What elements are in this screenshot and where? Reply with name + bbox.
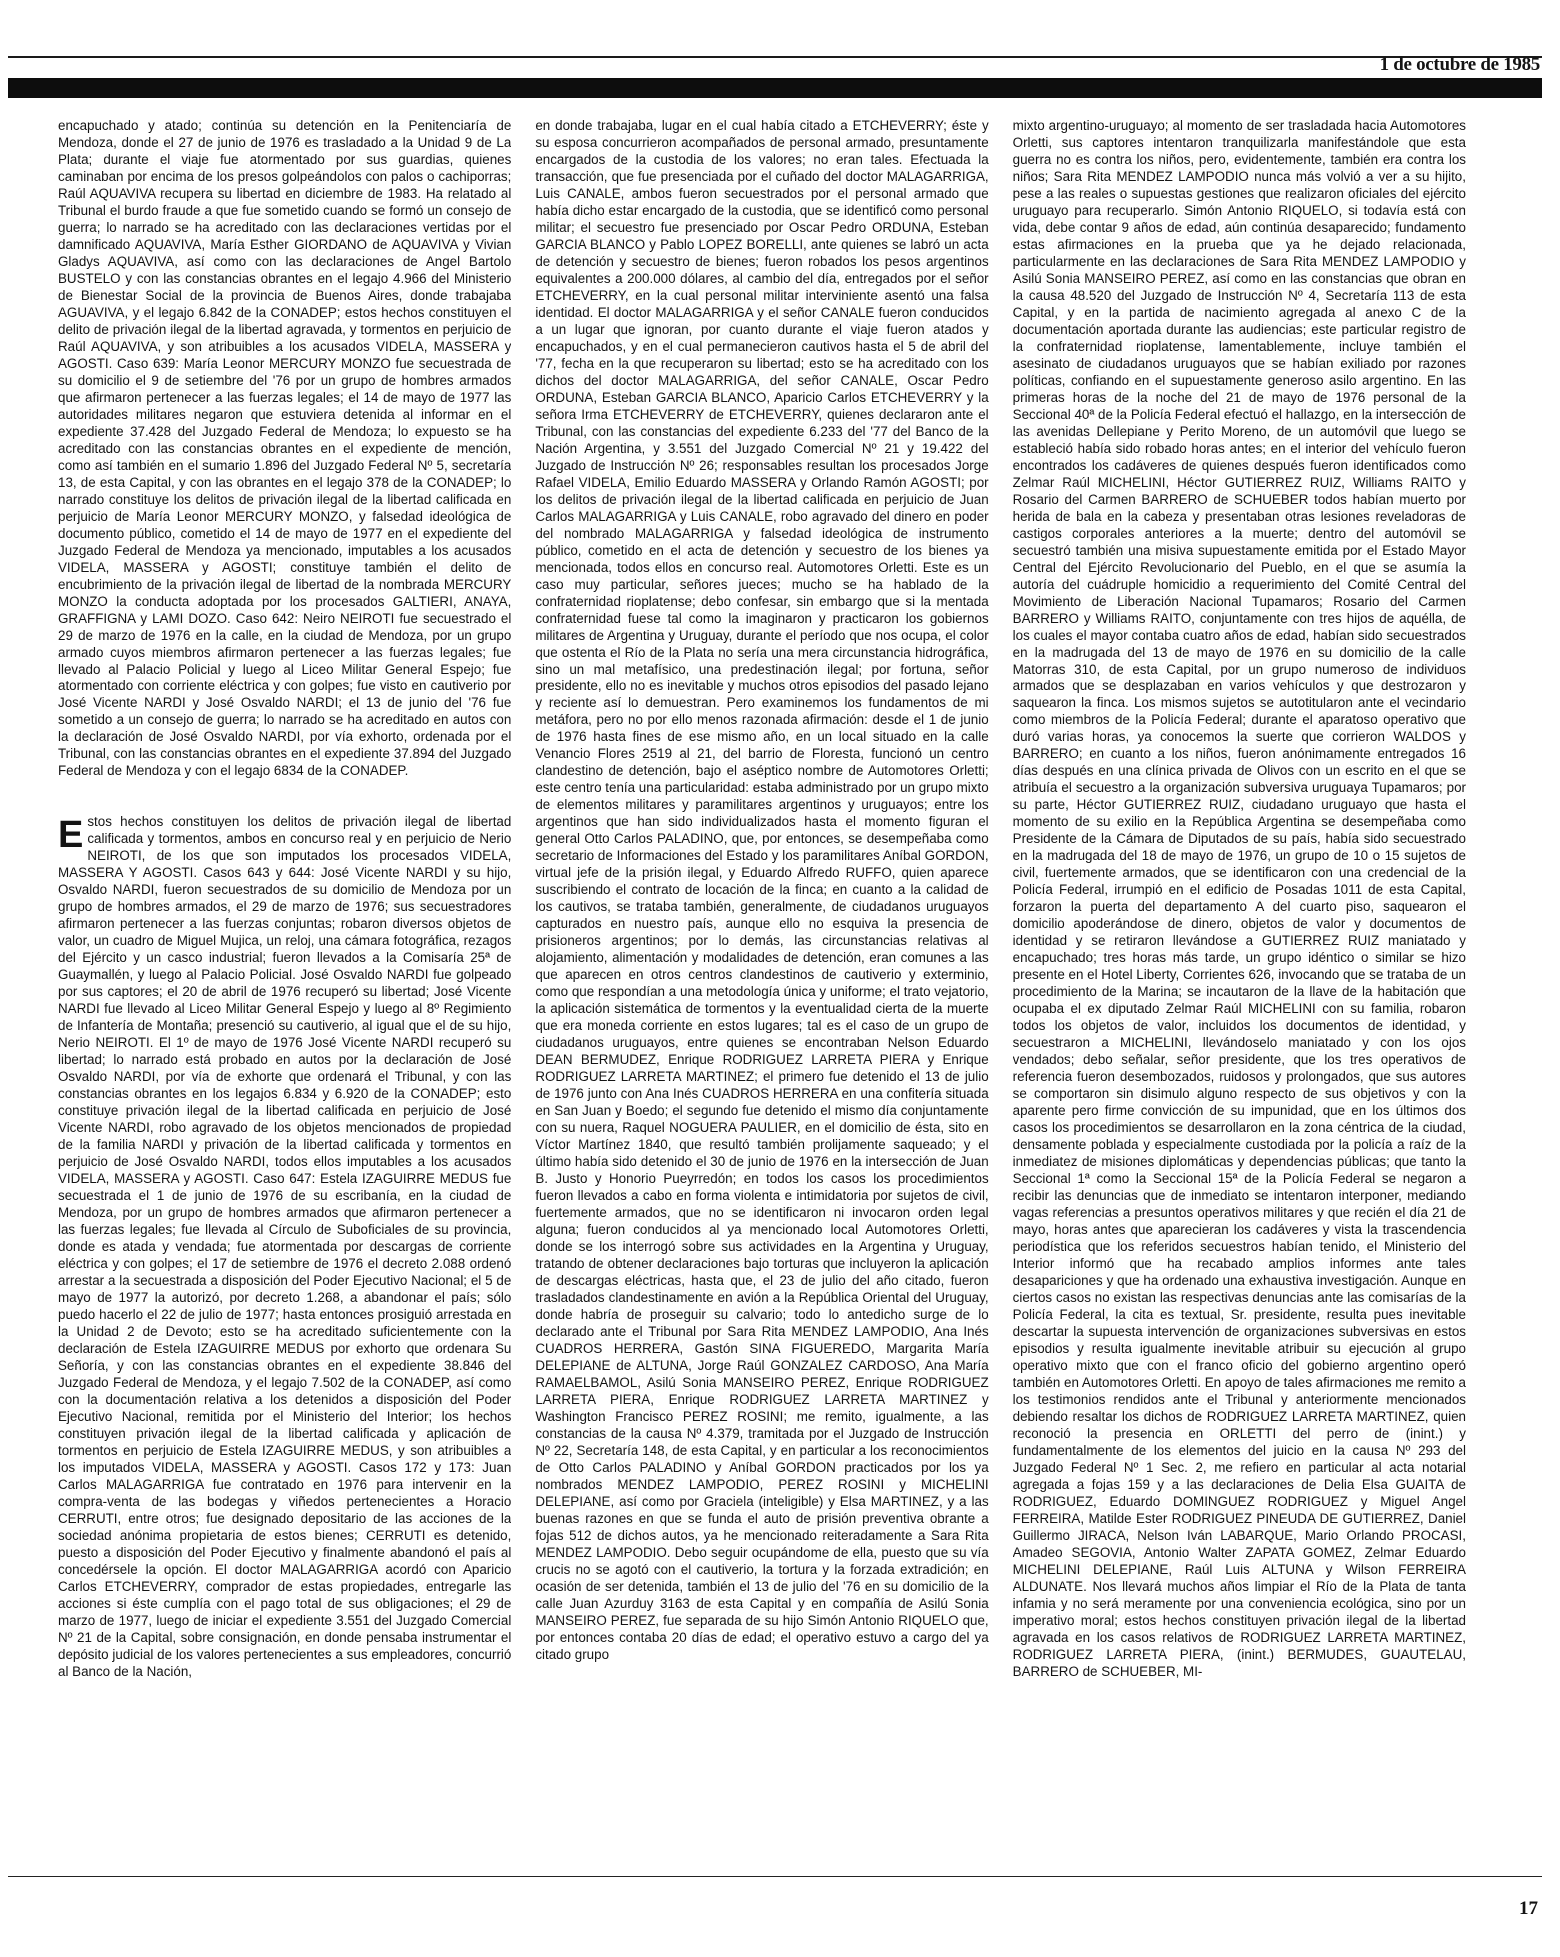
text-column-3 — [1013, 118, 1466, 1863]
text-column-2 — [535, 118, 988, 1863]
column-1-paragraph-1: encapuchado y atado; continúa su detención en la Penitenciaría de Mendoza, donde el 27 de junio de 1976 es trasladado a la Unidad 9 de La Plata; durante el viaje fue atormentado por sus guardias, quienes caminaban por encima de los presos golpeándolos con palos o cachiporras; Raúl AQUAVIVA recupera su libertad en diciembre de 1983. Ha relatado al Tribunal el burdo fraude a que fue sometido cuando se formó un consejo de guerra; lo narrado se ha acreditado con las declaraciones vertidas por el damnificado AQUAVIVA, María Esther GIORDANO de AQUAVIVA y Vivian Gladys AQUAVIVA, así como con las declaraciones de Angel Bartolo BUSTELO y con las constancias obrantes en el legajo 4.966 del Ministerio de Bienestar Social de la provincia de Buenos Aires, donde trabajaba AGUAVIVA, y el legajo 6.842 de la CONADEP; estos hechos constituyen el delito de privación ilegal de la libertad agravada, y tormentos en perjuicio de Raúl AQUAVIVA, y son atribuibles a los acusados VIDELA, MASSERA y AGOSTI. Caso 639: María Leonor MERCURY MONZO fue secuestrada de su domicilio el 9 de setiembre del '76 por un grupo de hombres armados que afirmaron pertenecer a las fuerzas legales; el 14 de mayo de 1977 las autoridades militares negaron que estuviera detenida al informar en el expediente 37.428 del Juzgado Federal de Mendoza; lo expuesto se ha acreditado con las constancias obrantes en el expediente de mención, como así también en el sumario 1.896 del Juzgado Federal Nº 5, secretaría 13, de esta Capital, y con las obrantes en el legajo 378 de la CONADEP; lo narrado constituye los delitos de privación ilegal de la libertad calificada en perjuicio de María Leonor MERCURY MONZO, y falsedad ideológica de documento público, cometido el 14 de mayo de 1977 en el expediente del Juzgado Federal de Mendoza ya mencionado, imputables a los acusados VIDELA, MASSERA y AGOSTI; constituye también el delito de encubrimiento de la privación ilegal de libertad de la nombrada MERCURY MONZO la conducta adoptada por los procesados GALTIERI, ANAYA, GRAFFIGNA y LAMI DOZO. Caso 642: Neiro NEIROTI fue secuestrado el 29 de marzo de 1976 en la calle, en la ciudad de Mendoza, por un grupo armado cuyos miembros afirmaron pertenecer a las fuerzas legales; fue llevado al Palacio Policial y luego al Liceo Militar General Espejo; fue atormentado con corriente eléctrica y con golpes; fue visto en cautiverio por José Vicente NARDI y José Osvaldo NARDI; el 13 de junio del '76 fue sometido a un consejo de guerra; lo narrado se ha acreditado en autos con la declaración de José Osvaldo NARDI, por vía exhorto, ordenada por el Tribunal, con las constancias obrantes en el expediente 37.894 del Juzgado Federal de Mendoza y con el legajo 6834 de la CONADEP. — [58, 118, 512, 779]
column-1-paragraph-2-text: stos hechos constituyen los delitos de privación ilegal de libertad calificada y tormentos, ambos en concurso real y en perjuicio de Nerio NEIROTI, de los que son imputados los procesados VIDELA, MASSERA Y AGOSTI. Casos 643 y 644: José Vicente NARDI y su hijo, Osvaldo NARDI, fueron secuestrados de su domicilio de Mendoza por un grupo de hombres armados, el 29 de marzo de 1976; sus secuestradores afirmaron pertenecer a las fuerzas conjuntas; robaron diversos objetos de valor, un cuadro de Miguel Mujica, un reloj, una cámara fotográfica, rezagos del Ejército y un casco industrial; fueron llevados a la Comisaría 25ª de Guaymallén, y luego al Palacio Policial. José Osvaldo NARDI fue golpeado por sus captores; el 20 de abril de 1976 recuperó su libertad; José Vicente NARDI fue llevado al Liceo Militar General Espejo y luego al 8º Regimiento de Infantería de Montaña; presenció su cautiverio, al igual que el de su hijo, Nerio NEIROTI. El 1º de mayo de 1976 José Vicente NARDI recuperó su libertad; lo narrado está probado en autos por la declaración de José Osvaldo NARDI, por vía de exhorte que ordenará el Tribunal, y con las constancias obrantes en los legajos 6.834 y 6.920 de la CONADEP; esto constituye privación ilegal de la libertad calificada en perjuicio de José Vicente NARDI, robo agravado de los objetos mencionados de propiedad de la familia NARDI y privación de la libertad calificada y tormentos en perjuicio de José Osvaldo NARDI, todos ellos imputables a los acusados VIDELA, MASSERA y AGOSTI. Caso 647: Estela IZAGUIRRE MEDUS fue secuestrada el 1 de junio de 1976 de su escribanía, en la ciudad de Mendoza, por un grupo de hombres armados que afirmaron pertenecer a las fuerzas legales; fue llevada al Círculo de Suboficiales de su provincia, donde es atada y vendada; fue atormentada por descargas de corriente eléctrica y con golpes; el 17 de setiembre de 1976 el decreto 2.088 ordenó arrestar a la secuestrada a disposición del Poder Ejecutivo Nacional; el 5 de mayo de 1977 la autorizó, por decreto 1.268, a abandonar el país; sólo puedo hacerlo el 22 de julio de 1977; hasta entonces prosiguió arrestada en la Unidad 2 de Devoto; esto se ha acreditado suficientemente con la declaración de Estela IZAGUIRRE MEDUS por exhorto que ordenara Su Señoría, y con las constancias obrantes en el expediente 38.846 del Juzgado Federal de Mendoza, y el legajo 7.502 de la CONADEP, así como con la documentación relativa a los detenidos a disposición del Poder Ejecutivo Nacional, remitida por el Ministerio del Interior; los hechos constituyen privación ilegal de la libertad calificada y aplicación de tormentos en perjuicio de Estela IZAGUIRRE MEDUS, y son atribuibles a los imputados VIDELA, MASSERA y AGOSTI. Casos 172 y 173: Juan Carlos MALAGARRIGA fue contratado en 1976 para intervenir en la compra-venta de las bodegas y viñedos pertenecientes a Horacio CERRUTI, entre otros; fue designado depositario de las acciones de la sociedad anónima propietaria de estos bienes; CERRUTI es detenido, puesto a disposición del Poder Ejecutivo y finalmente abandonó el país al concedérsele la opción. El doctor MALAGARRIGA acordó con Aparicio Carlos ETCHEVERRY, comprador de estas propiedades, entregarle las acciones si éste cumplía con el pago total de sus obligaciones; el 29 de marzo de 1977, luego de iniciar el expediente 3.551 del Juzgado Comercial Nº 21 de la Capital, sobre consignación, en donde pensaba instrumentar el depósito judicial de los valores pertenecientes a sus empleadores, concurrió al Banco de la Nación, — [58, 814, 512, 1679]
column-2-paragraph-1: en donde trabajaba, lugar en el cual había citado a ETCHEVERRY; éste y su esposa concurrieron acompañados de personal armado, presuntamente encargados de la custodia de los valores; no eran tales. Efectuada la transacción, que fue presenciada por el cuñado del doctor MALAGARRIGA, Luis CANALE, ambos fueron secuestrados por el personal armado que había dicho estar encargado de la custodia, que se identificó como personal militar; el secuestro fue presenciado por Oscar Pedro ORDUNA, Esteban GARCIA BLANCO y Pablo LOPEZ BORELLI, ante quienes se labró un acta de detención y secuestro de bienes; fueron robados los pesos argentinos equivalentes a 200.000 dólares, al cambio del día, entregados por el señor ETCHEVERRY, en la cual personal militar interviniente asentó una falsa identidad. El doctor MALAGARRIGA y el señor CANALE fueron conducidos a un lugar que ignoran, por cuanto durante el viaje fueron atados y encapuchados, y en el cual permanecieron cautivos hasta el 5 de abril del '77, fecha en la que recuperaron su libertad; esto se ha acreditado con los dichos del doctor MALAGARRIGA, del señor CANALE, Oscar Pedro ORDUNA, Esteban GARCIA BLANCO, Aparicio Carlos ETCHEVERRY y la señora Irma ETCHEVERRY de ETCHEVERRY, quienes declararon ante el Tribunal, con las constancias del expediente 6.233 del '77 del Banco de la Nación Argentina, y 3.551 del Juzgado Comercial Nº 21 y 19.422 del Juzgado de Instrucción Nº 26; responsables resultan los procesados Jorge Rafael VIDELA, Emilio Eduardo MASSERA y Orlando Ramón AGOSTI; por los delitos de privación ilegal de la libertad calificada en perjuicio de Juan Carlos MALAGARRIGA y Luis CANALE, robo agravado del dinero en poder del nombrado MALAGARRIGA y falsedad ideológica de instrumento público, cometido en el acta de detención y secuestro de los bienes ya mencionada, todos ellos en concurso real. Automotores Orletti. Este es un caso muy particular, señores jueces; mucho se ha hablado de la confraternidad rioplatense; debo confesar, sin embargo que si la mentada confraternidad fuese tal como la imaginaron y practicaron los gobiernos militares de Argentina y Uruguay, durante el período que nos ocupa, el color que ostenta el Río de la Plata no sería una mera circunstancia hidrográfica, sino un mal metafísico, una predestinación ilegal; por fortuna, señor presidente, ello no es inevitable y muchos otros episodios del pasado lejano y reciente así lo demuestran. Pero examinemos los fundamentos de mi metáfora, pero no por ello menos razonada afirmación: desde el 1 de junio de 1976 hasta fines de ese mismo año, en un local situado en la calle Venancio Flores 2519 al 21, del barrio de Floresta, funcionó un centro clandestino de detención, bajo el aséptico nombre de Automotores Orletti; este centro tenía una particularidad: estaba administrado por un grupo mixto de elementos militares y paramilitares argentinos y uruguayos; entre los argentinos que han sido individualizados hasta el momento figuran el general Otto Carlos PALADINO, que, por entonces, se desempeñaba como secretario de Informaciones del Estado y los paramilitares Aníbal GORDON, virtual jefe de la prisión ilegal, y Eduardo Alfredo RUFFO, quien aparece suscribiendo el contrato de locación de la finca; en cuanto a la calidad de los cautivos, se trataba también, generalmente, de ciudadanos uruguayos capturados en nuestro país, aunque ello no esquiva la presencia de prisioneros argentinos; por lo demás, las circunstancias relativas al alojamiento, alimentación y modalidades de detención, eran comunes a las que aparecen en otros centros clandestinos de cautiverio y exterminio, como que respondían a una metodología única y uniforme; el trato vejatorio, la aplicación sistemática de tormentos y la eventualidad cierta de la muerte que era moneda corriente en estos lugares; tal es el caso de un grupo de ciudadanos uruguayos, entre quienes se encontraban Nelson Eduardo DEAN BERMUDEZ, Enrique RODRIGUEZ LARRETA PIERA y Enrique RODRIGUEZ LARRETA MARTINEZ; el primero fue detenido el 13 de julio de 1976 junto con Ana Inés CUADROS HERRERA en una confitería situada en San Juan y Boedo; el segundo fue detenido el mismo día conjuntamente con su nuera, Raquel NOGUERA PAULIER, en el domicilio de ésta, sito en Víctor Martínez 1840, que resultó también prolijamente saqueado; y el último había sido detenido el 30 de junio de 1976 en la intersección de Juan B. Justo y Honorio Pueyrredón; en todos los casos los procedimientos fueron llevados a cabo en forma violenta e intimidatoria por sujetos de civil, fuertemente armados, que no se identificaron ni invocaron orden legal alguna; fueron conducidos al ya mencionado local Automotores Orletti, donde se los interrogó sobre sus actividades en la Argentina y Uruguay, tratando de obtener declaraciones bajo torturas que incluyeron la aplicación de descargas eléctricas, hasta que, el 23 de julio del año citado, fueron trasladados clandestinamente en avión a la República Oriental del Uruguay, donde habría de proseguir su calvario; todo lo antedicho surge de lo declarado ante el Tribunal por Sara Rita MENDEZ LAMPODIO, Ana Inés CUADROS HERRERA, Gastón SINA FIGUEREDO, Margarita María DELEPIANE de ALTUNA, Jorge Raúl GONZALEZ CARDOSO, Ana María RAMAELBAMOL, Asilú Sonia MANSEIRO PEREZ, Enrique RODRIGUEZ LARRETA PIERA, Enrique RODRIGUEZ LARRETA MARTINEZ y Washington Francisco PEREZ ROSINI; me remito, igualmente, a las constancias de la causa Nº 4.379, tramitada por el Juzgado de Instrucción Nº 22, Secretaría 148, de esta Capital, y en particular a los reconocimientos de Otto Carlos PALADINO y Aníbal GORDON practicados por los ya nombrados MENDEZ LAMPODIO, PEREZ ROSINI y MICHELINI DELEPIANE, así como por Graciela (inteligible) y Elsa MARTINEZ, y a las buenas razones en que se funda el auto de prisión preventiva obrante a fojas 512 de dichos autos, ya he mencionado reiteradamente a Sara Rita MENDEZ LAMPODIO. Debo seguir ocupándome de ella, puesto que su vía crucis no se agotó con el cautiverio, la tortura y la forzada extradición; en ocasión de ser detenida, también el 13 de julio del '76 en su domicilio de la calle Juan Azurduy 3163 de esta Capital y en compañía de Asilú Sonia MANSEIRO PEREZ, fue separada de su hijo Simón Antonio RIQUELO que, por entonces contaba 20 días de edad; el operativo estuvo a cargo del ya citado grupo — [535, 118, 989, 1662]
text-column-1 — [58, 118, 511, 1863]
column-3-paragraph-1: mixto argentino-uruguayo; al momento de ser trasladada hacia Automotores Orletti, sus captores intentaron tranquilizarla manifestándole que esta guerra no es contra los niños, pero, evidentemente, también era contra los niños; Sara Rita MENDEZ LAMPODIO nunca más volvió a ver a su hijito, pese a las reales o supuestas gestiones que realizaron oficiales del ejército uruguayo para recuperarlo. Simón Antonio RIQUELO, si todavía está con vida, debe contar 9 años de edad, aún continúa desaparecido; fundamento estas afirmaciones en la prueba que ya he dejado relacionada, particularmente en las declaraciones de Sara Rita MENDEZ LAMPODIO y Asilú Sonia MANSEIRO PEREZ, así como en las constancias que obran en la causa 48.520 del Juzgado de Instrucción Nº 4, Secretaría 113 de esta Capital, y en la partida de nacimiento agregada al anexo C de la documentación aportada durante las audiencias; este particular registro de la confraternidad rioplatense, lamentablemente, incluye también el asesinato de ciudadanos uruguayos que se habían exiliado por razones políticas, confiando en el supuestamente generoso asilo argentino. En las primeras horas de la noche del 21 de mayo de 1976 personal de la Seccional 40ª de la Policía Federal efectuó el hallazgo, en la intersección de las avenidas Dellepiane y Perito Moreno, de un automóvil que luego se estableció había sido robado horas antes; en el interior del vehículo fueron encontrados los cadáveres de quienes después fueron identificados como Zelmar Raúl MICHELINI, Héctor GUTIERREZ RUIZ, Williams RAITO y Rosario del Carmen BARRERO de SCHUEBER todos habían muerto por herida de bala en la cabeza y presentaban otras lesiones reveladoras de castigos corporales anteriores a la muerte; dentro del automóvil se secuestró también una misiva supuestamente emitida por el Estado Mayor Central del Ejército Revolucionario del Pueblo, en el que se asumía la autoría del cuádruple homicidio a requerimiento del Comité Central del Movimiento de Liberación Nacional Tupamaros; Rosario del Carmen BARRERO y Williams RAITO, conjuntamente con tres hijos de aquélla, de los cuales el mayor contaba cuatro años de edad, habían sido secuestrados en la madrugada del 13 de mayo de 1976 en su domicilio de la calle Matorras 310, de esta Capital, por un grupo numeroso de individuos armados que se desplazaban en varios vehículos y que destrozaron y saquearon la finca. Los mismos sujetos se autotitularon ante el vecindario como miembros de la Policía Federal; durante el aparatoso operativo que duró varias horas, ya conocemos la suerte que corrieron WALDOS y BARRERO; en cuanto a los niños, fueron anónimamente entregados 16 días después en una clínica privada de Olivos con un escrito en el que se atribuía el secuestro a la organización subversiva uruguaya Tupamaros; por su parte, Héctor GUTIERREZ RUIZ, ciudadano uruguayo que hasta el momento de su exilio en la República Argentina se desempeñaba como Presidente de la Cámara de Diputados de su país, había sido secuestrado en la madrugada del 18 de mayo de 1976, un grupo de 10 o 15 sujetos de civil, fuertemente armados, que se identificaron con una credencial de la Policía Federal, irrumpió en el edificio de Posadas 1011 de esta Capital, forzaron la puerta del departamento A del cuarto piso, saquearon el domicilio apoderándose de dinero, objetos de valor y documentos de identidad y se retiraron llevándose a GUTIERREZ RUIZ maniatado y encapuchado; tres horas más tarde, un grupo idéntico o similar se hizo presente en el Hotel Liberty, Corrientes 626, invocando que se trataba de un procedimiento de la Marina; se incautaron de la llave de la habitación que ocupaba el ex diputado Zelmar Raúl MICHELINI con su familia, robaron todos los objetos de valor, incluidos los documentos de identidad, y secuestraron a MICHELINI, llevándoselo maniatado y con los ojos vendados; debo señalar, señor presidente, que los tres operativos de referencia fueron desembozados, ruidosos y prolongados, que sus autores se comportaron sin disimulo alguno respecto de sus objetivos y con la aparente pero firme convicción de su impunidad, que en los últimos dos casos los procedimientos se desarrollaron en la zona céntrica de la ciudad, densamente poblada y especialmente custodiada por la policía a raíz de la inmediatez de misiones diplomáticas y dependencias públicas; que tanto la Seccional 1ª como la Seccional 15ª de la Policía Federal se negaron a recibir las denuncias que de inmediato se intentaron interponer, mediando vagas referencias a presuntos operativos militares y que recién el día 21 de mayo, horas antes que aparecieran los cadáveres y vista la trascendencia periodística que los referidos secuestros habían tenido, el Ministerio del Interior informó que ha recabado amplios informes ante tales desapariciones y que ha ordenado una exhaustiva investigación. Aunque en ciertos casos no existan las respectivas denuncias ante las comisarías de la Policía Federal, la cita es textual, Sr. presidente, resulta pues inevitable descartar la supuesta intervención de organizaciones subversivas en estos episodios y resulta igualmente inevitable atribuir su ejecución al grupo operativo mixto que con el franco oficio del gobierno argentino operó también en Automotores Orletti. En apoyo de tales afirmaciones me remito a los testimonios rendidos ante el Tribunal y anteriormente mencionados debiendo resaltar los dichos de RODRIGUEZ LARRETA MARTINEZ, quien reconoció la presencia en ORLETTI del perro de (inint.) y fundamentalmente de los elementos del juicio en la causa Nº 293 del Juzgado Federal Nº 1 Sec. 2, me refiero en particular al acta notarial agregada a fojas 159 y a las declaraciones de Delia Elsa GUAITA de RODRIGUEZ, Eduardo DOMINGUEZ RODRIGUEZ y Miguel Angel FERREIRA, Matilde Ester RODRIGUEZ PINEUDA DE GUTIERREZ, Daniel Guillermo JIRACA, Nelson Iván LABARQUE, Mario Orlando PROCASI, Amadeo SEGOVIA, Antonio Walter ZAPATA GOMEZ, Zelmar Eduardo MICHELINI DELEPIANE, Raúl Luis ALTUNA y Wilson FERREIRA ALDUNATE. Nos llevará muchos años limpiar el Río de la Plata de tanta infamia y no será meramente por una conveniencia ecológica, sino por un imperativo moral; estos hechos constituyen privación ilegal de la libertad agravada en los casos relativos de RODRIGUEZ LARRETA MARTINEZ, RODRIGUEZ LARRETA PIERA, (inint.) BERMUDES, GUAUTELAU, BARRERO de SCHUEBER, MI- — [1012, 118, 1466, 1679]
column-1-paragraph-2 — [58, 814, 511, 1680]
header-top-rule — [8, 56, 1542, 58]
page-number: 17 — [1519, 1898, 1538, 1919]
header-black-band — [8, 78, 1542, 98]
article-columns — [58, 118, 1466, 1863]
issue-date: 1 de octubre de 1985 — [1379, 54, 1540, 75]
drop-cap: E — [58, 814, 84, 857]
footer-rule — [8, 1876, 1542, 1877]
